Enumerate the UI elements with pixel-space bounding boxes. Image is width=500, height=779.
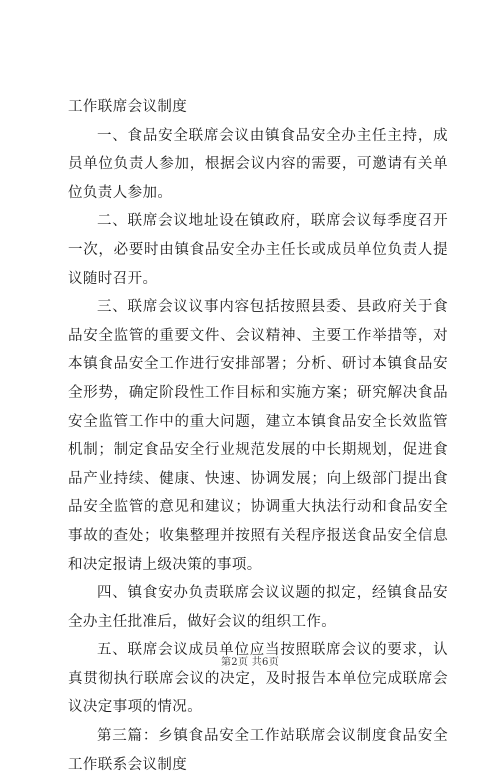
document-body <box>68 93 448 779</box>
document-heading: 工作联席会议制度 <box>68 99 188 115</box>
paragraph-2: 二、联席会议地址设在镇政府，联席会议每季度召开一次，必要时由镇食品安全办主任长或成员单位负责人提议随时召开。 <box>68 213 448 287</box>
paragraph-5: 五、联席会议成员单位应当按照联席会议的要求，认真贯彻执行联席会议的决定，及时报告本单位完成联席会议决定事项的情况。 <box>68 642 448 716</box>
page-number: 第2页 共6页 <box>220 657 279 668</box>
paragraph-3: 三、联席会议议事内容包括按照县委、县政府关于食品安全监管的重要文件、会议精神、主要工作举措等，对本镇食品安全工作进行安排部署；分析、研讨本镇食品安全形势，确定阶段性工作目标和实施方案；研究解决食品安全监管工作中的重大问题，建立本镇食品安全长效监管机制；制定食品安全行业规范发展的中长期规划，促进食品产业持续、健康、快速、协调发展；向上级部门提出食品安全监管的意见和建议；协调重大执法行动和食品安全事故的查处；收集整理并按照有关程序报送食品安全信息和决定报请上级决策的事项。 <box>68 299 448 573</box>
paragraph-4: 四、镇食安办负责联席会议议题的拟定，经镇食品安全办主任批准后，做好会议的组织工作。 <box>68 585 448 630</box>
paragraph-1: 一、食品安全联席会议由镇食品安全办主任主持，成员单位负责人参加，根据会议内容的需要，可邀请有关单位负责人参加。 <box>68 127 448 201</box>
section-title-third: 第三篇：乡镇食品安全工作站联席会议制度食品安全工作联系会议制度 <box>68 728 448 773</box>
